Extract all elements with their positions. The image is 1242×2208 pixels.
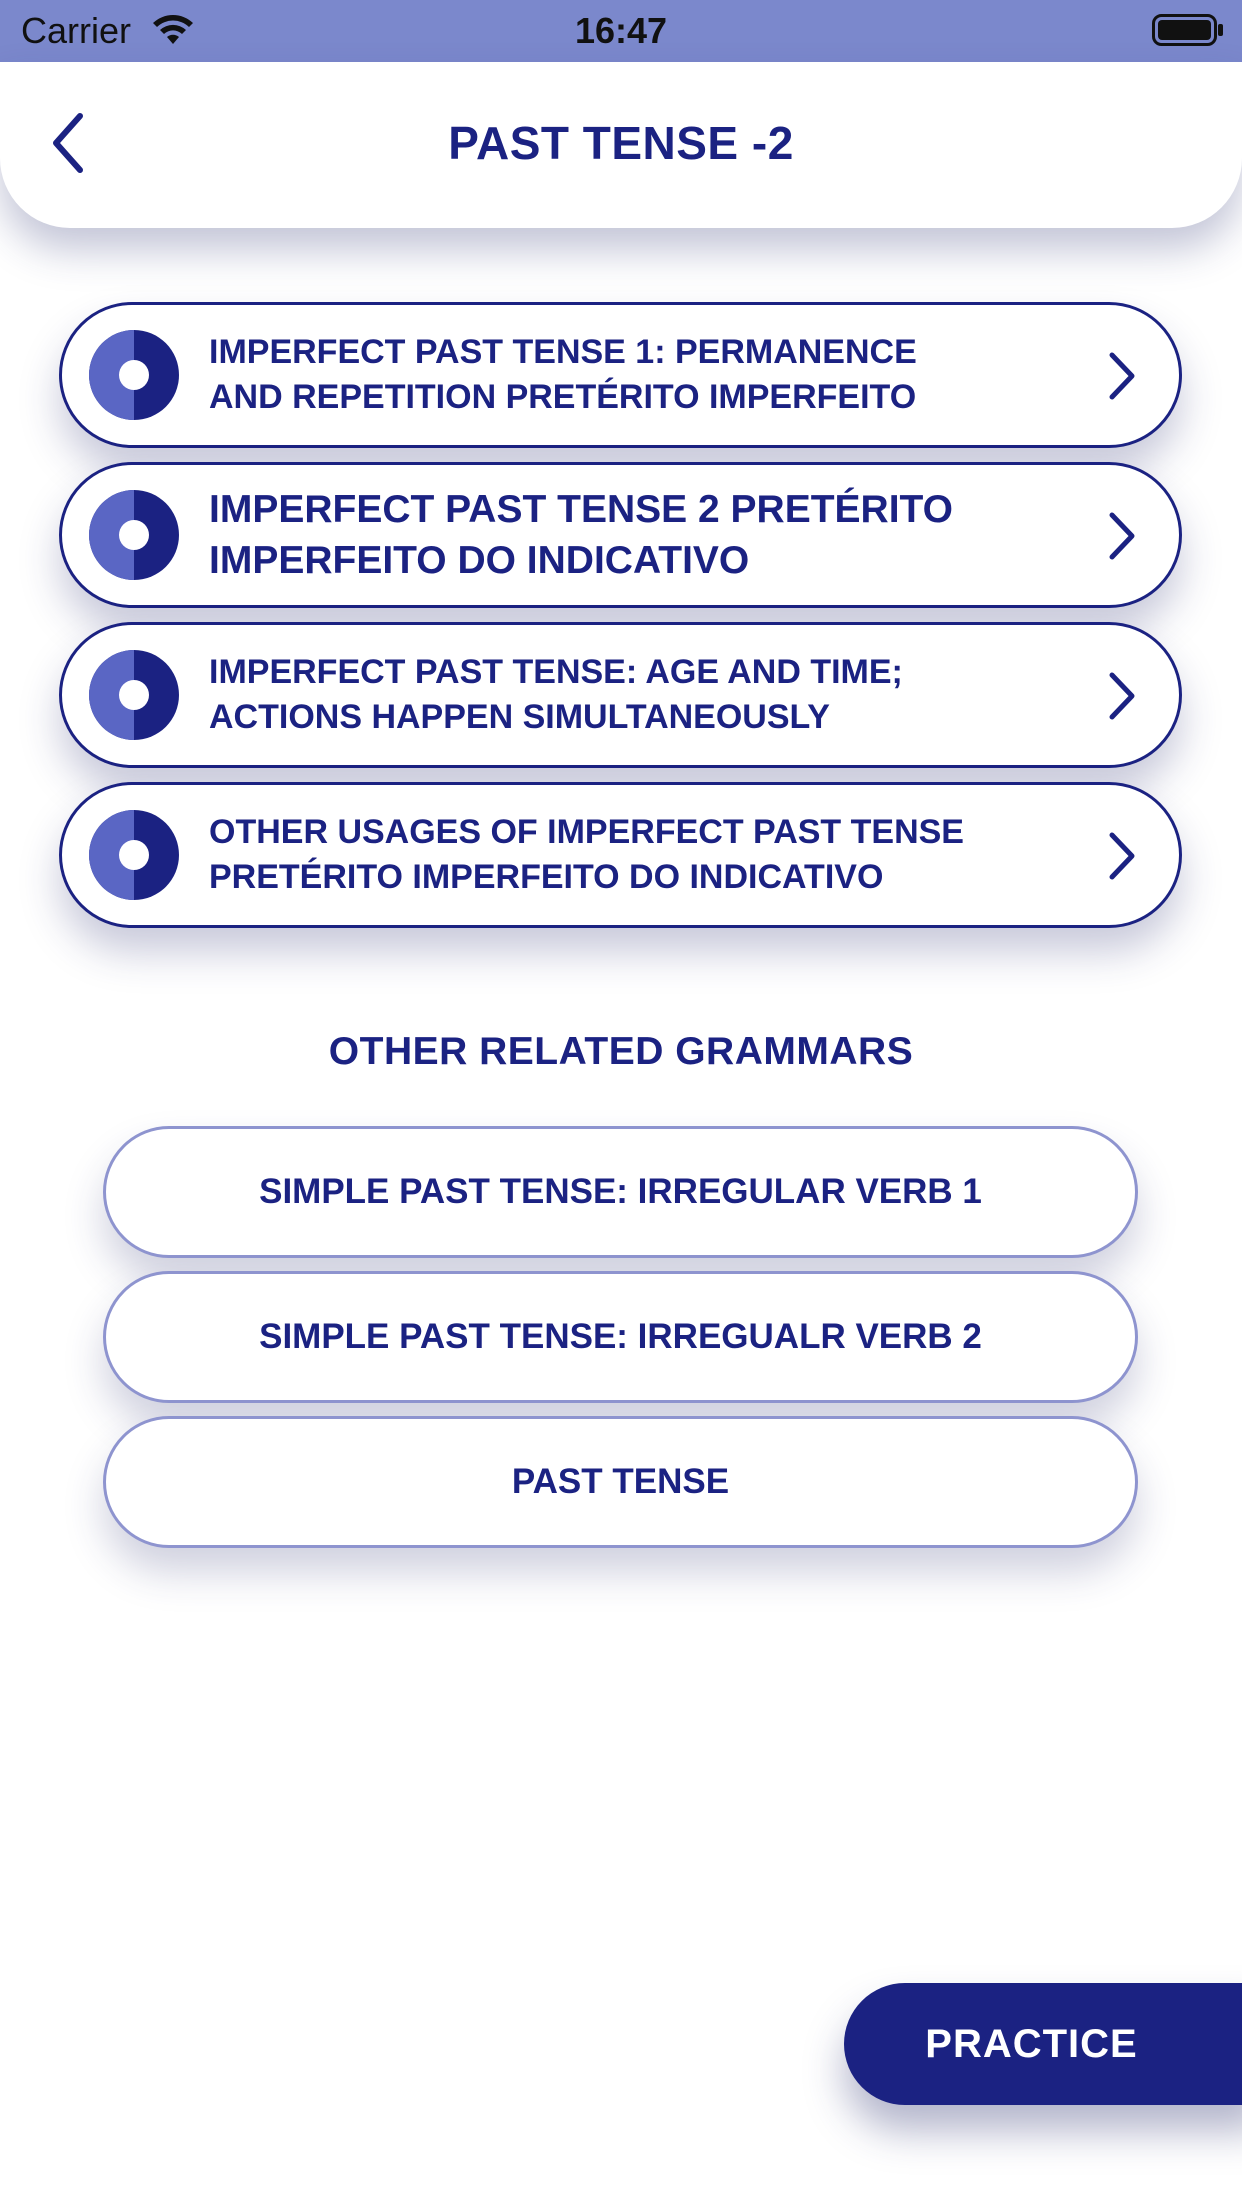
- chevron-right-icon: [1102, 671, 1142, 721]
- related-grammar-button[interactable]: SIMPLE PAST TENSE: IRREGULAR VERB 1: [103, 1126, 1138, 1258]
- related-heading: OTHER RELATED GRAMMARS: [328, 1030, 914, 1073]
- related-list: [103, 1126, 1138, 1561]
- lesson-card[interactable]: [59, 462, 1182, 608]
- battery-icon: [1152, 14, 1224, 46]
- lesson-progress-icon: [89, 330, 179, 420]
- lesson-title: IMPERFECT PAST TENSE 2 PRETÉRITO IMPERFEITO DO INDICATIVO: [209, 488, 953, 582]
- related-grammar-button[interactable]: SIMPLE PAST TENSE: IRREGUALR VERB 2: [103, 1271, 1138, 1403]
- lesson-title: OTHER USAGES OF IMPERFECT PAST TENSE PRETÉRITO IMPERFEITO DO INDICATIVO: [209, 813, 964, 896]
- lesson-progress-icon: [89, 490, 179, 580]
- chevron-right-icon: [1102, 511, 1142, 561]
- lesson-card[interactable]: [59, 302, 1182, 448]
- lesson-card[interactable]: [59, 782, 1182, 928]
- lesson-title: IMPERFECT PAST TENSE 1: PERMANENCE AND REPETITION PRETÉRITO IMPERFEITO: [209, 333, 917, 416]
- lesson-list: [59, 302, 1182, 942]
- lesson-title: IMPERFECT PAST TENSE: AGE AND TIME; ACTIONS HAPPEN SIMULTANEOUSLY: [209, 653, 903, 736]
- status-bar: [0, 0, 1242, 62]
- lesson-progress-icon: [89, 650, 179, 740]
- carrier-label: Carrier: [21, 10, 132, 51]
- lesson-card[interactable]: [59, 622, 1182, 768]
- practice-button[interactable]: PRACTICE: [844, 1983, 1242, 2105]
- page-title: PAST TENSE -2: [448, 117, 794, 169]
- chevron-right-icon: [1102, 351, 1142, 401]
- header: [0, 62, 1242, 228]
- lesson-progress-icon: [89, 810, 179, 900]
- status-time: 16:47: [574, 10, 668, 51]
- chevron-right-icon: [1102, 831, 1142, 881]
- related-grammar-button[interactable]: PAST TENSE: [103, 1416, 1138, 1548]
